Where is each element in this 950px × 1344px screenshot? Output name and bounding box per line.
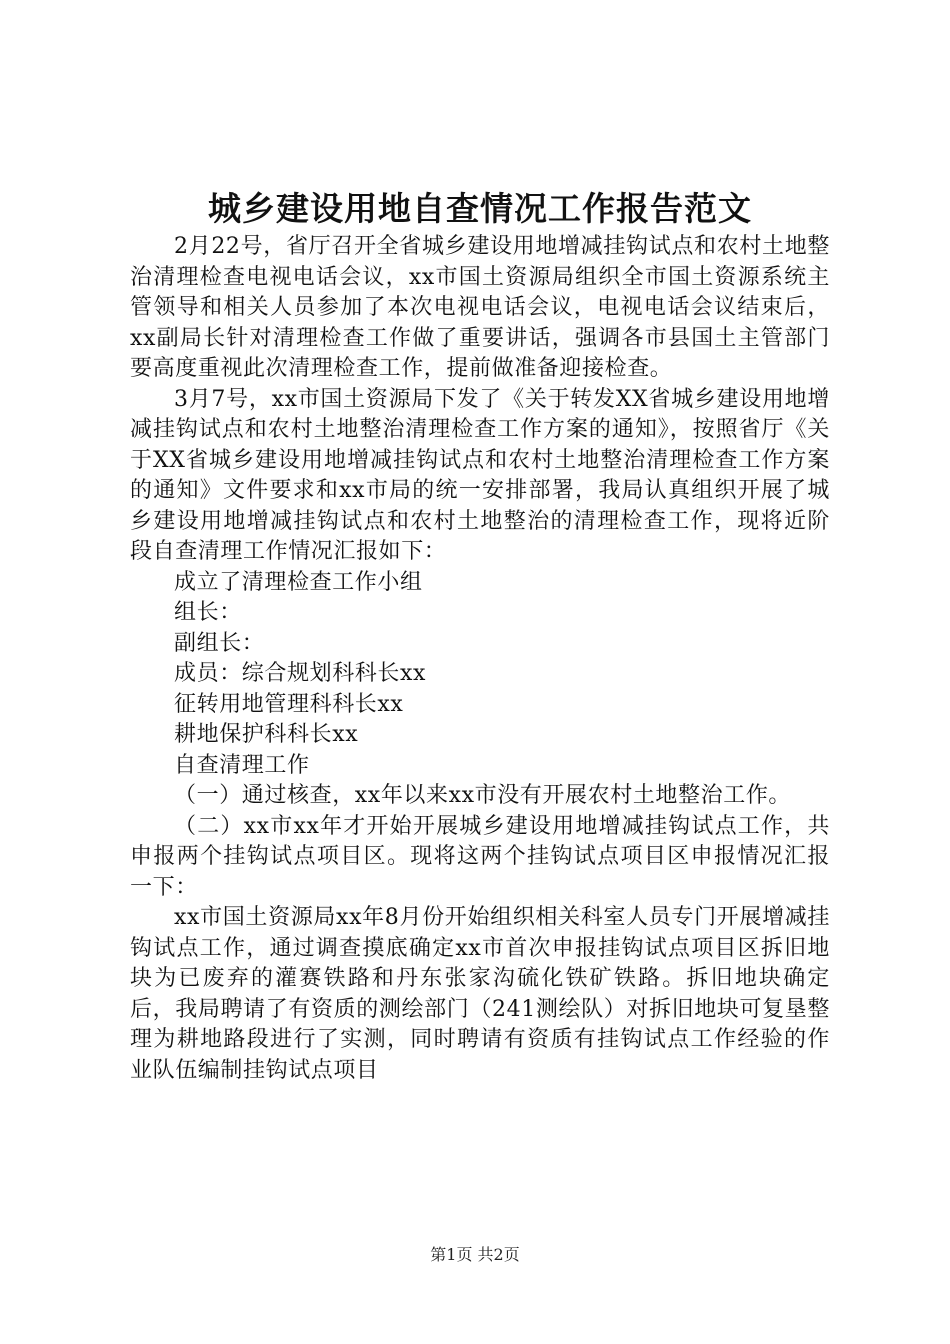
document-title: 城乡建设用地自查情况工作报告范文 bbox=[208, 189, 752, 228]
line-member-planning: 成员：综合规划科科长xx bbox=[174, 661, 427, 686]
line-deputy-leader: 副组长： bbox=[174, 630, 265, 656]
line-member-land-use: 征转用地管理科科长xx bbox=[174, 691, 404, 717]
heading-working-group: 成立了清理检查工作小组 bbox=[174, 569, 423, 595]
page-footer: 第1页 共2页 bbox=[430, 1245, 520, 1264]
document-body bbox=[130, 232, 830, 1086]
paragraph-item-one: （一）通过核查，xx年以来xx市没有开展农村土地整治工作。 bbox=[174, 783, 792, 808]
paragraph-meeting: 2月22号，省厅召开全省城乡建设用地增减挂钩试点和农村土地整治清理检查电视电话会议，xx市国土资源局组织全市国土资源系统主管领导和相关人员参加了本次电视电话会议，电视电话会议结束后，xx副局长针对清理检查工作做了重要讲话，强调各市县国土主管部门要高度重视此次清理检查工作，提前做准备迎接检查。 bbox=[130, 234, 830, 381]
line-group-leader: 组长： bbox=[174, 600, 242, 625]
paragraph-pilot-details: xx市国土资源局xx年8月份开始组织相关科室人员专门开展增减挂钩试点工作，通过调查摸底确定xx市首次申报挂钩试点项目区拆旧地块为已废弃的灌赛铁路和丹东张家沟硫化铁矿铁路。拆旧地块确定后，我局聘请了有资质的测绘部门（241测绘队）对拆旧地块可复垦整理为耕地路段进行了实测，同时聘请有资质有挂钩试点工作经验的作业队伍编制挂钩试点项目 bbox=[130, 905, 830, 1083]
heading-self-inspection: 自查清理工作 bbox=[174, 752, 310, 778]
paragraph-item-two: （二）xx市xx年才开始开展城乡建设用地增减挂钩试点工作，共申报两个挂钩试点项目区。现将这两个挂钩试点项目区申报情况汇报一下： bbox=[130, 813, 830, 900]
line-member-farmland: 耕地保护科科长xx bbox=[174, 722, 359, 747]
paragraph-notice: 3月7号，xx市国土资源局下发了《关于转发XX省城乡建设用地增减挂钩试点和农村土地整治清理检查工作方案的通知》，按照省厅《关于XX省城乡建设用地增减挂钩试点和农村土地整治清理检查工作方案的通知》文件要求和xx市局的统一安排部署，我局认真组织开展了城乡建设用地增减挂钩试点和农村土地整治的清理检查工作，现将近阶段自查清理工作情况汇报如下： bbox=[130, 386, 830, 564]
